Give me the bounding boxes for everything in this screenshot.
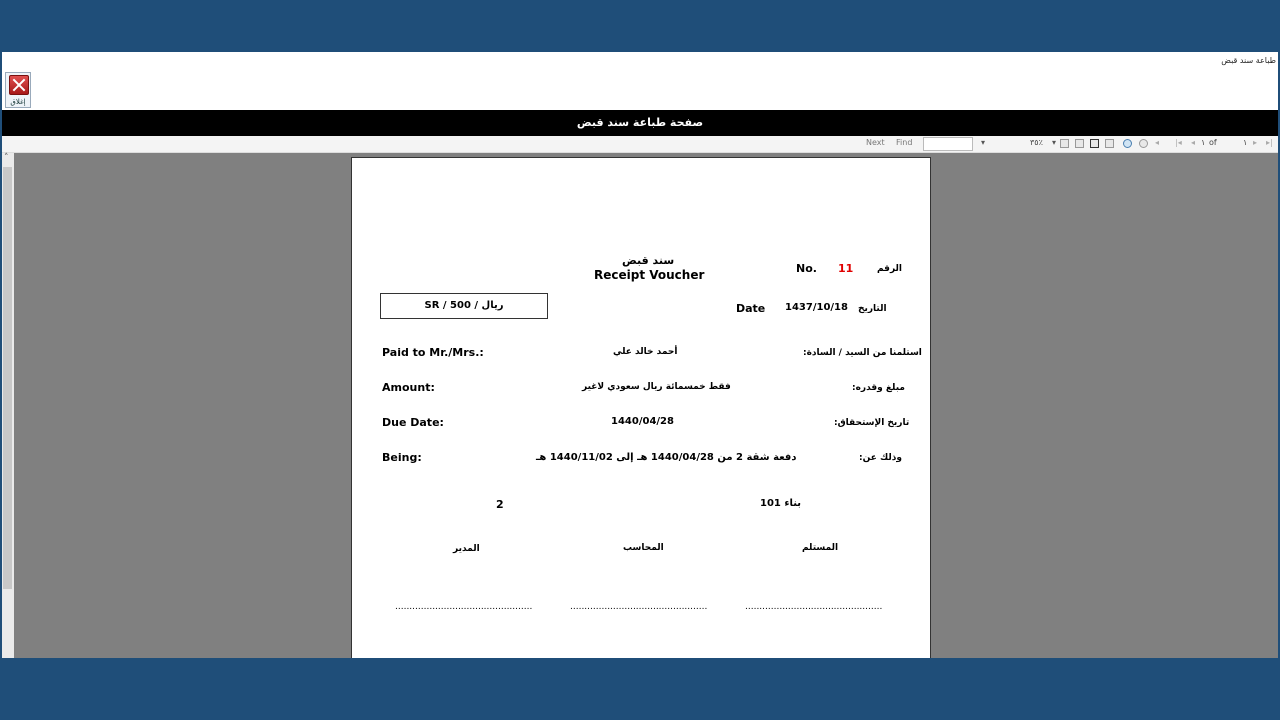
due-date-label-ar: تاريخ الإستحقاق: xyxy=(834,418,910,428)
page-title: صفحة طباعة سند قبض xyxy=(2,110,1278,136)
being-label-ar: وذلك عن: xyxy=(859,453,902,463)
amount-box: ريال / 500 / SR xyxy=(380,293,548,319)
back-icon[interactable]: ◂ xyxy=(1155,138,1160,147)
signature-line-receiver: ................................................ xyxy=(745,602,883,612)
signature-accountant-label: المحاسب xyxy=(623,543,664,553)
scroll-thumb[interactable] xyxy=(3,167,12,589)
being-value: دفعة شقة 2 من 1440/04/28 هـ إلى 1440/11/02 هـ xyxy=(536,452,797,463)
voucher-number: 11 xyxy=(838,262,854,275)
find-next-link[interactable]: Next xyxy=(866,138,885,147)
number-label-en: No. xyxy=(796,262,817,275)
signature-line-manager: ................................................ xyxy=(395,602,533,612)
paid-to-value: أحمد خالد علي xyxy=(613,347,678,357)
find-link[interactable]: Find xyxy=(896,138,913,147)
signature-receiver-label: المستلم xyxy=(802,543,839,553)
date-value: 1437/10/18 xyxy=(785,302,848,313)
amount-label-en: Amount: xyxy=(382,381,435,394)
close-button[interactable] xyxy=(5,72,31,108)
paid-to-label-en: Paid to Mr./Mrs.: xyxy=(382,346,484,359)
being-label-en: Being: xyxy=(382,451,422,464)
first-page-icon[interactable]: |◂ xyxy=(1175,138,1182,147)
signature-line-accountant: ................................................ xyxy=(570,602,708,612)
find-input[interactable] xyxy=(923,137,973,151)
refresh-icon[interactable] xyxy=(1123,139,1132,148)
building-number: بناء 101 xyxy=(760,498,802,509)
window-title: طباعة سند قبض xyxy=(1221,56,1276,65)
amount-in-words: فقط خمسمائة ريال سعودي لاغير xyxy=(582,382,731,392)
zoom-select[interactable]: ٣٥٪ xyxy=(1030,138,1043,147)
report-toolbar xyxy=(2,136,1278,153)
unit-number: 2 xyxy=(496,498,504,511)
receipt-voucher-page xyxy=(351,157,931,658)
next-page-icon[interactable]: ▸ xyxy=(1253,138,1258,147)
print-icon[interactable] xyxy=(1105,139,1114,148)
app-window xyxy=(2,52,1278,658)
print-layout-icon[interactable] xyxy=(1075,139,1084,148)
current-page-input[interactable]: ١ xyxy=(1201,138,1206,147)
close-button-label: إغلاق xyxy=(10,98,26,106)
export-dropdown-arrow-icon[interactable]: ▾ xyxy=(981,138,986,147)
date-label-ar: التاريخ xyxy=(858,304,887,314)
due-date-label-en: Due Date: xyxy=(382,416,444,429)
export-icon[interactable] xyxy=(1060,139,1069,148)
scroll-up-icon[interactable]: ˄ xyxy=(4,153,9,163)
voucher-title-ar: سند قبض xyxy=(622,254,675,267)
page-setup-icon[interactable] xyxy=(1090,139,1099,148)
page-of-label: of xyxy=(1209,138,1217,147)
zoom-dropdown-arrow-icon[interactable]: ▾ xyxy=(1052,138,1057,147)
due-date-value: 1440/04/28 xyxy=(611,416,674,427)
close-icon xyxy=(9,75,29,95)
last-page-icon[interactable]: ▸| xyxy=(1266,138,1273,147)
voucher-title-en: Receipt Voucher xyxy=(594,268,705,282)
vertical-scrollbar[interactable] xyxy=(2,153,14,658)
number-label-ar: الرقم xyxy=(877,264,903,274)
previous-page-icon[interactable]: ◂ xyxy=(1191,138,1196,147)
amount-label-ar: مبلغ وقدره: xyxy=(852,383,905,393)
total-pages: ١ xyxy=(1243,138,1248,147)
paid-to-label-ar: استلمنا من السيد / السادة: xyxy=(803,348,922,358)
stop-icon[interactable] xyxy=(1139,139,1148,148)
signature-manager-label: المدير xyxy=(453,544,480,554)
date-label-en: Date xyxy=(736,302,766,315)
